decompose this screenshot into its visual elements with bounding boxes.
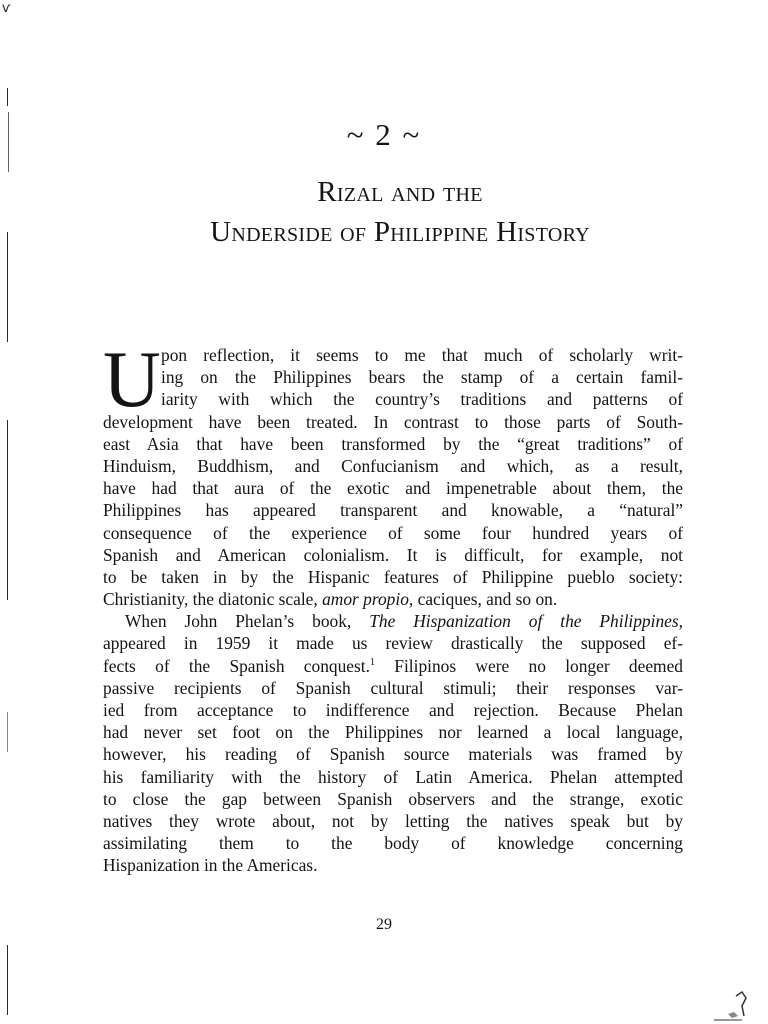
text-segment: passive recipients of Spanish cultural stimuli; their responses var-	[103, 677, 683, 698]
text-segment: assimilating them to the body of knowledge concerning	[103, 833, 683, 854]
text-line	[103, 433, 683, 455]
drop-cap: U	[103, 336, 161, 424]
text-segment: his familiarity with the history of Latin America. Phelan attempted	[103, 766, 683, 787]
corner-scan-mark: ѵ	[2, 1, 11, 16]
text-line	[103, 544, 683, 566]
text-line	[103, 743, 683, 765]
scan-line	[7, 88, 8, 106]
text-line	[103, 411, 683, 433]
text-segment: pon reflection, it seems to me that much of scholarly writ-	[161, 345, 683, 365]
text-line	[103, 610, 683, 632]
text-segment: appeared in 1959 it made us review drastically the supposed ef-	[103, 633, 683, 654]
text-segment: however, his reading of Spanish source materials was framed by	[103, 744, 683, 765]
text-line	[103, 344, 683, 366]
text-segment: fects of the Spanish conquest.	[103, 655, 370, 676]
scan-line	[7, 232, 8, 342]
text-line	[103, 766, 683, 788]
text-segment: , caciques, and so on.	[408, 589, 558, 610]
scan-line	[7, 420, 8, 600]
text-segment: Philippines has appeared transparent and knowable, a “natural”	[103, 500, 683, 521]
text-line	[103, 699, 683, 721]
text-line	[103, 632, 683, 654]
scan-line	[7, 712, 8, 752]
text-line	[103, 655, 683, 677]
text-segment: to close the gap between Spanish observers and the strange, exotic	[103, 788, 683, 809]
text-line	[103, 810, 683, 832]
corner-smudge-mark	[712, 976, 752, 1022]
italic-text: amor propio	[322, 589, 409, 610]
text-segment: Hispanization in the Americas.	[103, 855, 318, 876]
text-segment: ing on the Philippines bears the stamp of a certain famil-	[161, 367, 683, 388]
chapter-number: ~ 2 ~	[346, 117, 422, 152]
footnote-marker: 1	[369, 656, 375, 668]
text-line	[103, 721, 683, 743]
chapter-title-line: Underside of Philippine History	[210, 216, 590, 248]
text-line	[103, 832, 683, 854]
text-segment: to be taken in by the Hispanic features of Philippine pueblo society:	[103, 566, 683, 587]
text-line	[103, 499, 683, 521]
text-segment: east Asia that have been transformed by the “great traditions” of	[103, 433, 683, 454]
chapter-title-line: Rizal and the	[317, 176, 483, 208]
text-line	[103, 677, 683, 699]
text-segment: had never set foot on the Philippines nor learned a local language,	[103, 722, 683, 743]
text-segment: ied from acceptance to indifference and rejection. Because Phelan	[103, 700, 683, 720]
text-segment: have had that aura of the exotic and impenetrable about them, the	[103, 478, 683, 499]
paragraph	[103, 336, 683, 610]
text-segment: Filipinos were no longer deemed	[374, 655, 683, 676]
chapter-body	[103, 336, 683, 877]
chapter-title	[60, 172, 740, 252]
scan-line	[7, 945, 8, 1015]
italic-text: The Hispanization of the Philippines,	[369, 611, 683, 632]
text-segment: iarity with which the country’s traditions and patterns of	[161, 389, 683, 410]
paragraph	[103, 610, 683, 876]
text-segment: When John Phelan’s book,	[125, 611, 370, 632]
text-line	[103, 566, 683, 588]
text-line	[103, 455, 683, 477]
text-line	[103, 522, 683, 544]
text-segment: development have been treated. In contrast to those parts of South-	[103, 411, 683, 432]
text-segment: Spanish and American colonialism. It is difficult, for example, not	[103, 544, 683, 565]
text-line	[103, 854, 683, 876]
text-line	[103, 366, 683, 388]
text-line	[103, 388, 683, 410]
text-segment: consequence of the experience of some four hundred years of	[103, 522, 683, 543]
text-line	[103, 788, 683, 810]
text-line	[103, 588, 683, 610]
text-segment: Christianity, the diatonic scale,	[103, 589, 323, 610]
text-segment: Hinduism, Buddhism, and Confucianism and which, as a result,	[103, 455, 683, 476]
text-line	[103, 477, 683, 499]
text-segment: natives they wrote about, not by letting the natives speak but by	[103, 810, 683, 831]
page-number: 29	[376, 916, 392, 933]
